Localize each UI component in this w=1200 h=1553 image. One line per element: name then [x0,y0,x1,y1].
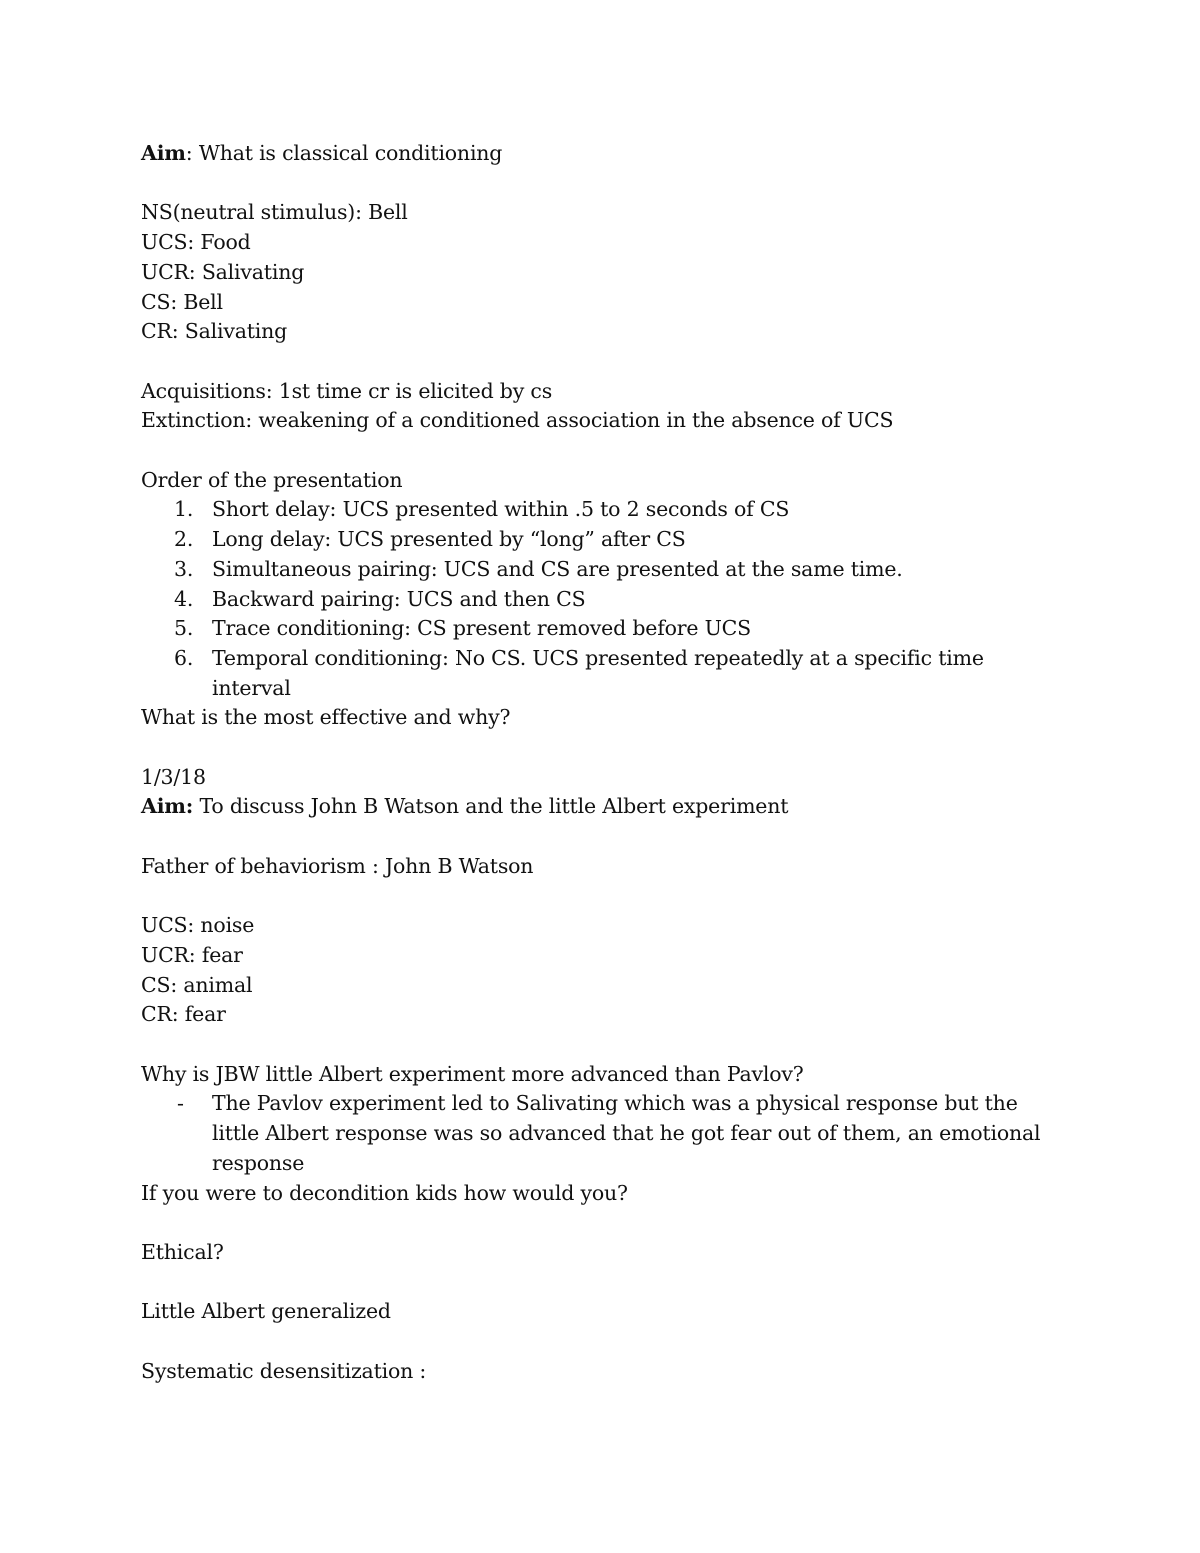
question-line: What is the most effective and why? [141,705,511,730]
father-line: Father of behaviorism : John B Watson [141,853,534,878]
order-heading: Order of the presentation [141,467,403,492]
desensitization-line: Systematic desensitization : [141,1358,427,1383]
comparison-question: Why is JBW little Albert experiment more advanced than Pavlov? [141,1061,804,1086]
term-ucs: UCS: Food [141,230,251,255]
list-item [141,614,1071,644]
blank-line [141,436,1071,466]
term-ucs: UCS: noise [141,913,255,938]
term-ucr: UCR: Salivating [141,259,305,284]
document-body [141,139,1071,1386]
list-item [141,644,1071,703]
list-item-text: Temporal conditioning: No CS. UCS presented repeatedly at a specific time interval [212,645,984,700]
list-item-text: Short delay: UCS presented within .5 to 2 seconds of CS [212,497,790,522]
blank-line [141,1268,1071,1298]
list-item [141,585,1071,615]
list-number: 5. [174,616,194,641]
list-item [141,525,1071,555]
list-item-text: Simultaneous pairing: UCS and CS are presented at the same time. [212,556,903,581]
extinction-line: Extinction: weakening of a conditioned association in the absence of UCS [141,408,894,433]
dash-bullet: - [177,1091,184,1116]
list-item-text: The Pavlov experiment led to Salivating which was a physical response but the little Albert response was so advanced that he got fear out of them, an emotional response [212,1091,1041,1175]
term-cr: CR: Salivating [141,319,288,344]
list-item-text: Trace conditioning: CS present removed before UCS [212,616,751,641]
term-cr: CR: fear [141,1002,226,1027]
list-item [141,1089,1071,1178]
answer-list [141,1089,1071,1178]
aim-text: To discuss John B Watson and the little Albert experiment [193,794,789,819]
blank-line [141,822,1071,852]
list-number: 1. [174,497,194,522]
blank-line [141,347,1071,377]
list-item [141,495,1071,525]
list-number: 4. [174,586,194,611]
list-item-text: Backward pairing: UCS and then CS [212,586,586,611]
blank-line [141,882,1071,912]
list-number: 2. [174,527,194,552]
term-ns: NS(neutral stimulus): Bell [141,200,408,225]
list-item [141,555,1071,585]
acquisitions-line: Acquisitions: 1st time cr is elicited by cs [141,378,553,403]
aim-label: Aim [141,141,186,165]
generalized-line: Little Albert generalized [141,1299,391,1324]
list-number: 3. [174,556,194,581]
blank-line [141,1208,1071,1238]
list-number: 6. [174,645,194,670]
aim-line-1 [141,139,1071,169]
list-item-text: Long delay: UCS presented by “long” after CS [212,527,686,552]
blank-line [141,1030,1071,1060]
blank-line [141,1327,1071,1357]
decondition-line: If you were to decondition kids how would you? [141,1180,628,1205]
term-cs: CS: Bell [141,289,223,314]
ethical-line: Ethical? [141,1239,224,1264]
date-line: 1/3/18 [141,764,206,789]
blank-line [141,169,1071,199]
term-ucr: UCR: fear [141,942,243,967]
order-list [141,495,1071,703]
aim-label: Aim: [141,794,194,819]
aim-text: : What is classical conditioning [185,141,503,165]
aim-line-2 [141,792,1071,822]
term-cs: CS: animal [141,972,253,997]
blank-line [141,733,1071,763]
